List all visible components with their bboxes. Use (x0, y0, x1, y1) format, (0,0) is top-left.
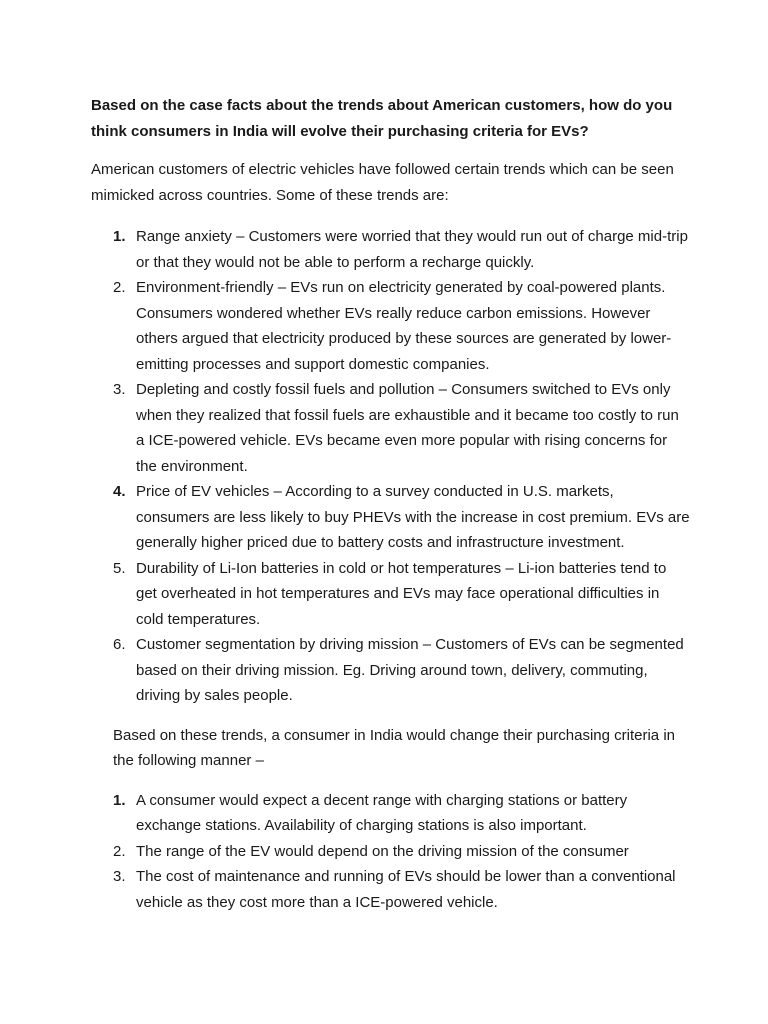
list-number: 3. (113, 868, 126, 885)
list-item (91, 556, 691, 633)
list-item (91, 632, 691, 709)
intro-paragraph: American customers of electric vehicles have followed certain trends which can be seen mimicked across countries. Some of these trends are: (91, 161, 674, 204)
list-item (91, 788, 691, 839)
list-item-text: Durability of Li-Ion batteries in cold or hot temperatures – Li-ion batteries tend to get overheated in hot temperatures and EVs may face operational difficulties in cold temperatures. (136, 559, 667, 628)
list-item (91, 479, 691, 556)
list-item-text: Price of EV vehicles – According to a survey conducted in U.S. markets, consumers are less likely to buy PHEVs with the increase in cost premium. EVs are generally higher priced due to battery costs and infrastructure investment. (136, 483, 690, 551)
list-item (91, 839, 691, 865)
list-number: 2. (113, 279, 126, 296)
list-number: 3. (113, 381, 126, 398)
list-number: 2. (113, 842, 126, 860)
question-heading: Based on the case facts about the trends about American customers, how do you think consumers in India will evolve their purchasing criteria for EVs? (91, 97, 673, 140)
list-item-text: A consumer would expect a decent range with charging stations or battery exchange stations. Availability of charging stations is also important. (136, 791, 628, 834)
list-item (91, 275, 691, 377)
list-item (91, 224, 691, 275)
criteria-list (91, 788, 691, 916)
list-number: 5. (113, 559, 126, 577)
conclusion-paragraph: Based on these trends, a consumer in India would change their purchasing criteria in the following manner – (113, 726, 675, 769)
list-item (91, 377, 691, 479)
list-number: 6. (113, 636, 126, 653)
list-item-text: The range of the EV would depend on the driving mission of the consumer (136, 842, 629, 860)
document-page (91, 93, 691, 915)
list-item-text: The cost of maintenance and running of EVs should be lower than a conventional vehicle as they cost more than a ICE-powered vehicle. (136, 868, 676, 911)
list-item-text: Range anxiety – Customers were worried that they would run out of charge mid-trip or that they would not be able to perform a recharge quickly. (136, 228, 688, 271)
list-item-text: Environment-friendly – EVs run on electricity generated by coal-powered plants. Consumers wondered whether EVs really reduce carbon emissions. However others argued that electricity produced by these sources are generated by lower-emitting processes and support domestic companies. (136, 279, 672, 373)
list-item (91, 864, 691, 915)
list-number: 1. (113, 791, 126, 809)
list-number: 1. (113, 228, 126, 245)
list-number: 4. (113, 483, 126, 500)
trends-list (91, 224, 691, 709)
list-item-text: Depleting and costly fossil fuels and pollution – Consumers switched to EVs only when they realized that fossil fuels are exhaustible and it became too costly to run a ICE-powered vehicle. EVs became even more popular with rising concerns for the environment. (136, 381, 679, 475)
list-item-text: Customer segmentation by driving mission – Customers of EVs can be segmented based on their driving mission. Eg. Driving around town, delivery, commuting, driving by sales people. (136, 636, 684, 704)
